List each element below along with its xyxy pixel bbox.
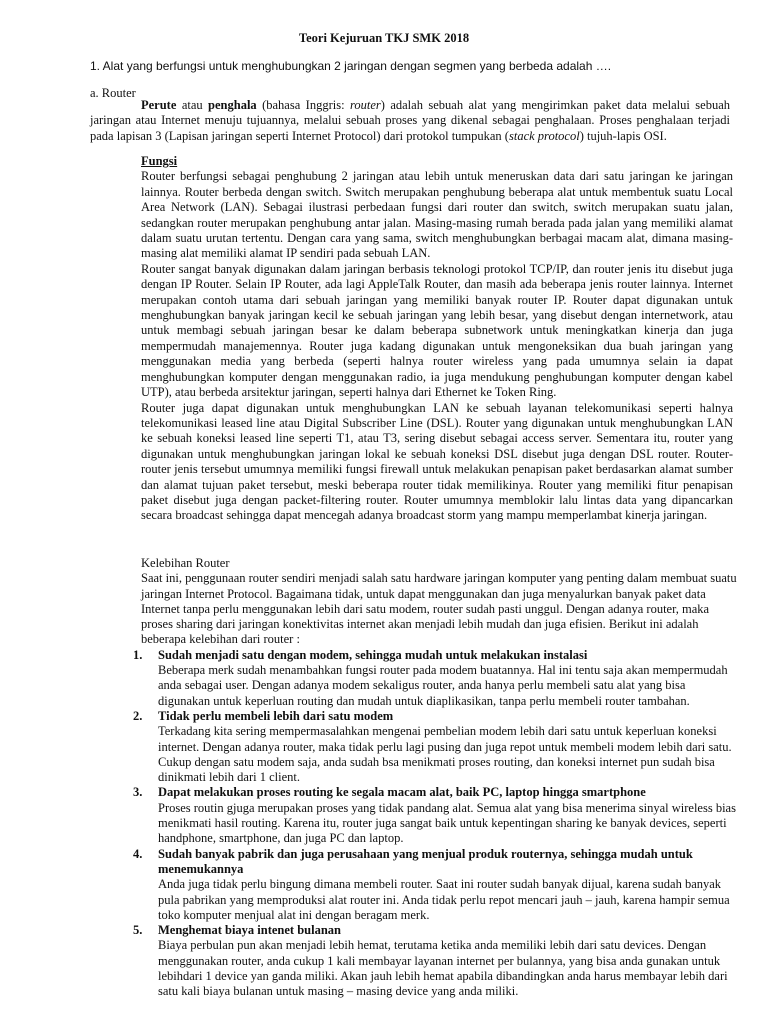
term-perute: Perute	[141, 98, 177, 112]
list-item-body: Anda juga tidak perlu bingung dimana membeli router. Saat ini router sudah banyak dijual, karena sudah banyak pula pabrikan yang memproduksi alat router ini. Anda tidak perlu repot mencari jauh – jauh, karena hampir semua toko komputer menjual alat ini dengan beragam merk.	[158, 877, 730, 922]
list-item-heading: Dapat melakukan proses routing ke segala macam alat, baik PC, laptop hingga smartphone	[158, 785, 646, 800]
fungsi-paragraph-2: Router sangat banyak digunakan dalam jaringan berbasis teknologi protokol TCP/IP, dan router jenis itu disebut juga dengan IP Router. Selain IP Router, ada lagi AppleTalk Router, dan masih ada beberapa jenis router lainnya. Internet merupakan contoh utama dari sebuah jaringan yang memiliki banyak router IP. Router dapat digunakan untuk menghubungkan banyak jaringan kecil ke sebuah jaringan yang lebih besar, yang disebut dengan internetwork, atau untuk membagi sebuah jaringan besar ke dalam beberapa subnetwork untuk meningkatkan kinerja dan juga mempermudah manajemennya. Router juga kadang digunakan untuk mengoneksikan dua buah jaringan yang menggunakan media yang berbeda (seperti halnya router wireless yang pada umumnya selain ia dapat menghubungkan komputer dengan menggunakan radio, ia juga mendukung penghubungan komputer dengan kabel UTP), atau berbeda arsitektur jaringan, seperti halnya dari Ethernet ke Token Ring.	[141, 261, 733, 400]
answer-option: a. Router	[90, 86, 136, 100]
list-number: 1.	[133, 647, 143, 662]
list-item-heading: Menghemat biaya intenet bulanan	[158, 923, 342, 938]
list-item-body: Beberapa merk sudah menambahkan fungsi router pada modem buatannya. Hal ini tentu saja akan mempermudah anda sebagai user. Dengan adanya modem sekaligus router, anda hanya perlu membeli satu alat yang bisa digunakan untuk keperluan routing dan mudah untuk diaplikasikan, tanpa perlu membeli router tambahan.	[158, 663, 728, 708]
list-item	[133, 647, 737, 709]
text-bahasa: (bahasa Inggris:	[256, 98, 350, 112]
kelebihan-intro: Saat ini, penggunaan router sendiri menjadi salah satu hardware jaringan komputer yang penting dalam membuat suatu jaringan Internet Protocol. Bagaimana tidak, untuk dapat menggunakan dan juga menyalurkan banyak paket data Internet tanpa perlu menggunakan lebih dari satu modem, router sudah pasti unggul. Dengan adanya router, maka proses sharing dari jaringan konektivitas internet akan menjadi lebih mudah dan juga efisien. Berikut ini adalah beberapa kelebihan dari router :	[141, 571, 737, 647]
document-title: Teori Kejuruan TKJ SMK 2018	[298, 31, 470, 45]
list-item-body: Proses routin gjuga merupakan proses yang tidak pandang alat. Semua alat yang bisa menerima sinyal wireless bias menikmati hasil routing. Karena itu, router juga sangat baik untuk kepentingan sharing ke banyak devices, seperti handphone, smartphone, dan juga PC dan laptop.	[158, 800, 736, 846]
list-item-heading: Tidak perlu membeli lebih dari satu modem	[158, 708, 394, 723]
list-number: 3.	[133, 785, 143, 800]
list-item	[133, 785, 737, 846]
fungsi-paragraph-1: Router berfungsi sebagai penghubung 2 jaringan atau lebih untuk meneruskan data dari satu jaringan ke jaringan lainnya. Router berbeda dengan switch. Switch merupakan penghubung beberapa alat untuk membentuk suatu Local Area Network (LAN). Sebagai ilustrasi perbedaan fungsi dari router dan switch, switch merupakan suatu jalan, sedangkan router merupakan penghubung antar jalan. Masing-masing rumah berada pada jalan yang memiliki alamat dalam suatu urutan tertentu. Dengan cara yang sama, switch menghubungkan berbagai macam alat, dimana masing-masing alat memiliki alamat IP sendiri pada sebuah LAN.	[141, 169, 733, 261]
list-item	[133, 923, 737, 999]
term-stack-protocol: stack protocol	[508, 128, 580, 143]
term-router: router	[349, 98, 381, 112]
fungsi-paragraph-3: Router juga dapat digunakan untuk menghubungkan LAN ke sebuah layanan telekomunikasi seperti halnya telekomunikasi leased line atau Digital Subscriber Line (DSL). Router yang digunakan untuk menghubungkan LAN ke sebuah koneksi leased line seperti T1, atau T3, sering disebut sebagai access server. Sementara itu, router yang digunakan untuk menghubungkan jaringan lokal ke sebuah koneksi DSL disebut juga dengan DSL router. Router-router jenis tersebut umumnya memiliki fungsi firewall untuk melakukan penapisan paket berdasarkan alamat sumber dan alamat tujuan paket tersebut, meski beberapa router tidak memilikinya. Router yang memiliki fitur penapisan paket disebut juga dengan packet-filtering router. Router umumnya memblokir lalu lintas data yang dipancarkan secara broadcast sehingga dapat mencegah adanya broadcast storm yang mampu memperlambat kinerja jaringan.	[141, 400, 733, 523]
list-item-heading: Sudah menjadi satu dengan modem, sehingga mudah untuk melakukan instalasi	[158, 647, 588, 662]
text-atau: atau	[176, 98, 209, 112]
intro-text-2: ) tujuh-lapis OSI.	[579, 128, 667, 143]
fungsi-section	[141, 154, 733, 524]
list-item	[133, 846, 737, 923]
list-number: 4.	[133, 846, 143, 861]
question-text: 1. Alat yang berfungsi untuk menghubungkan 2 jaringan dengan segmen yang berbeda adalah ….	[90, 59, 612, 73]
list-number: 5.	[133, 923, 143, 938]
list-item-body: Biaya perbulan pun akan menjadi lebih hemat, terutama ketika anda memiliki lebih dari satu devices. Dengan menggunakan router, anda cukup 1 kali membayar layanan internet per bulannya, yang bisa anda gunakan untuk lebihdari 1 device yan ganda miliki. Akan jauh lebih hemat apabila dibandingkan anda harus membayar lebih dari satu kali biaya bulanan untuk masing – masing device yang anda miliki.	[158, 938, 728, 999]
fungsi-heading: Fungsi	[141, 154, 178, 168]
list-number: 2.	[133, 708, 143, 723]
list-item	[133, 708, 737, 785]
list-item-heading: Sudah banyak pabrik dan juga perusahaan yang menjual produk routernya, sehingga mudah untuk menemukannya	[158, 846, 693, 876]
kelebihan-list	[133, 647, 737, 1000]
list-item-body: Terkadang kita sering mempermasalahkan mengenai pembelian modem lebih dari satu untuk keperluan koneksi internet. Dengan adanya router, maka tidak perlu lagi pusing dan juga repot untuk membeli modem lebih dari satu. Cukup dengan satu modem saja, anda sudah bsa menikmati proses routing, dan koneksi internet pun sudah bisa dinikmati lebih dari 1 client.	[158, 724, 732, 785]
kelebihan-section	[133, 556, 737, 1000]
kelebihan-heading: Kelebihan Router	[141, 556, 230, 570]
term-penghala: penghala	[208, 98, 257, 112]
intro-paragraph	[90, 98, 730, 144]
intro-text-1: ) adalah sebuah alat yang mengirimkan paket data melalui sebuah jaringan atau Internet menuju tujuannya, melalui sebuah proses yang dikenal sebagai penghalaan. Proses penghalaan terjadi pada lapisan 3 (Lapisan jaringan seperti Internet Protocol) dari protokol tumpukan (	[90, 98, 730, 143]
